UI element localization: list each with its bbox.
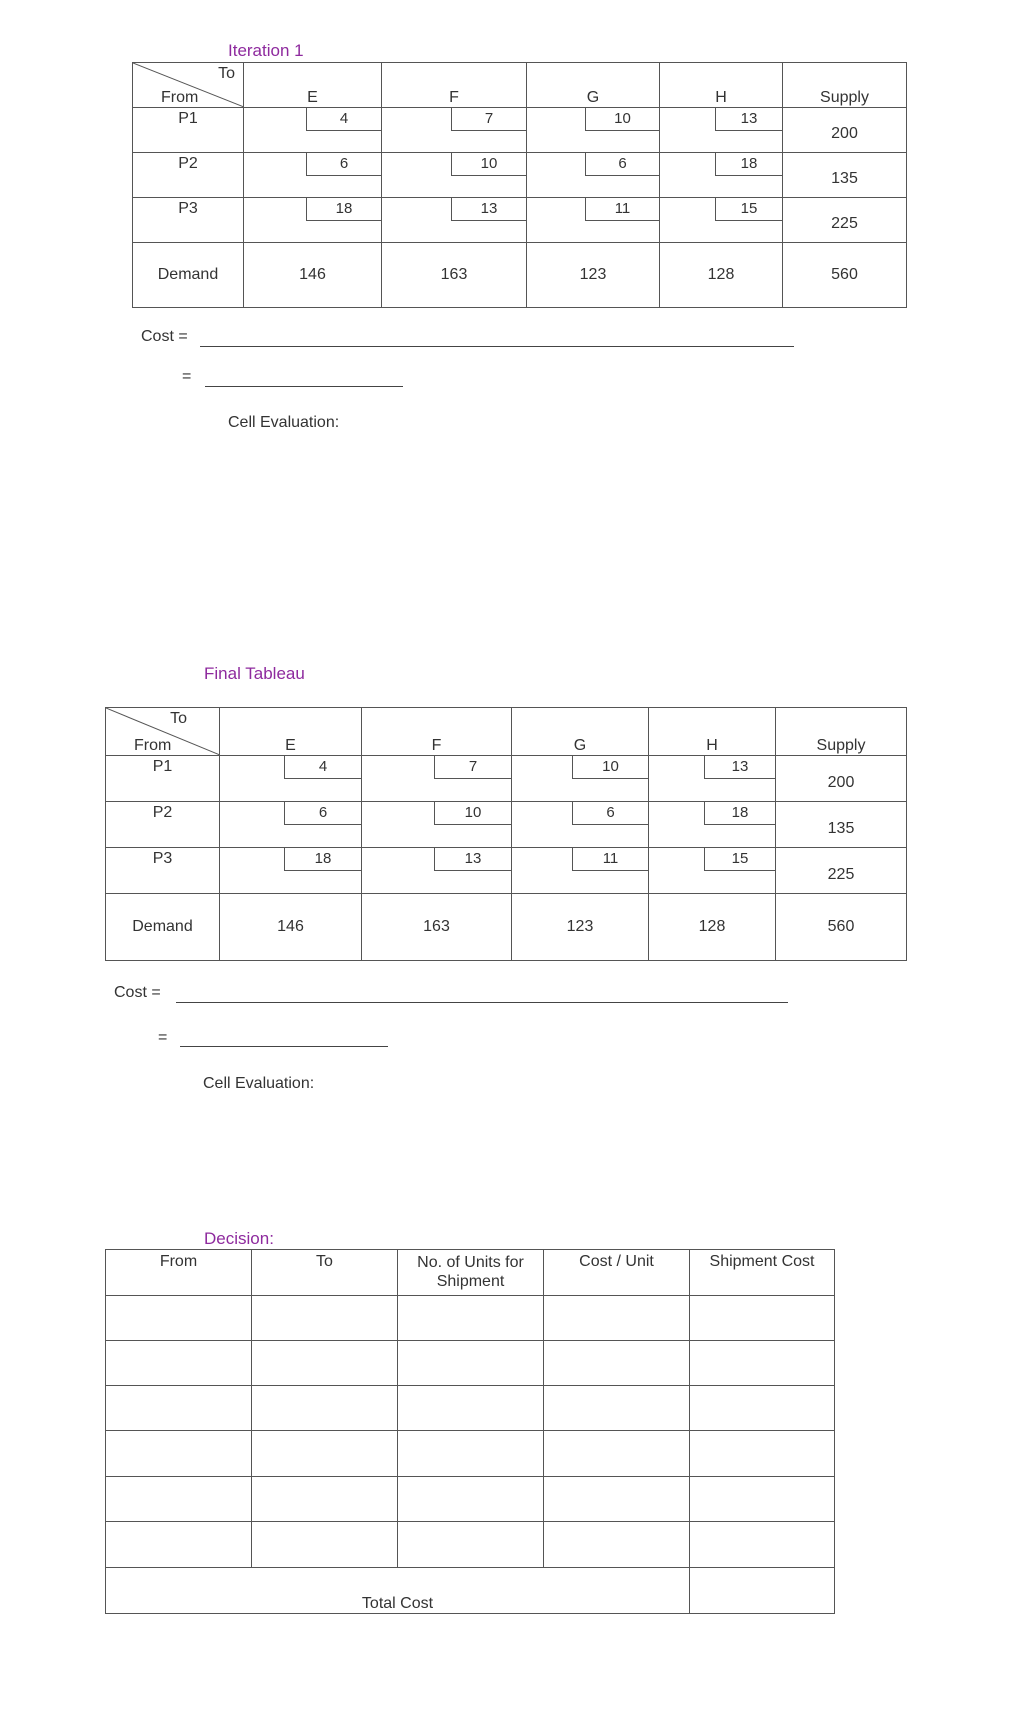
unit-cost-box: 6: [585, 153, 659, 176]
equals-label: =: [158, 1029, 168, 1046]
unit-cost-box: 7: [434, 756, 511, 779]
decision-cell[interactable]: [690, 1522, 835, 1568]
supply-value: 135: [783, 153, 907, 198]
table-row: [106, 1431, 835, 1477]
allocation-cell[interactable]: [382, 198, 527, 243]
decision-cell[interactable]: [398, 1431, 544, 1477]
cell-evaluation-label: Cell Evaluation:: [228, 414, 340, 431]
allocation-cell[interactable]: [512, 848, 649, 894]
supply-header: Supply: [776, 708, 907, 756]
decision-cell[interactable]: [106, 1522, 252, 1568]
allocation-cell[interactable]: [649, 756, 776, 802]
decision-title: Decision:: [204, 1229, 274, 1248]
corner-from-label: From: [134, 737, 172, 754]
column-header: G: [527, 63, 660, 108]
corner-to-label: To: [170, 710, 187, 727]
decision-cell[interactable]: [398, 1296, 544, 1341]
decision-cell[interactable]: [398, 1522, 544, 1568]
allocation-cell[interactable]: [220, 848, 362, 894]
total-value: 560: [783, 243, 907, 308]
supply-value: 225: [783, 198, 907, 243]
total-cost-cell[interactable]: [690, 1568, 835, 1614]
cell-evaluation-label: Cell Evaluation:: [203, 1075, 315, 1092]
unit-cost-box: 15: [704, 848, 775, 871]
decision-cell[interactable]: [252, 1477, 398, 1522]
allocation-cell[interactable]: [382, 108, 527, 153]
unit-cost-box: 13: [715, 108, 782, 131]
decision-cell[interactable]: [544, 1477, 690, 1522]
decision-cell[interactable]: [690, 1296, 835, 1341]
table-row: [133, 153, 907, 198]
allocation-cell[interactable]: [362, 848, 512, 894]
decision-cell[interactable]: [398, 1341, 544, 1386]
corner-from-label: From: [161, 89, 199, 106]
decision-cell[interactable]: [544, 1431, 690, 1477]
row-label: P2: [133, 153, 244, 198]
supply-value: 225: [776, 848, 907, 894]
allocation-cell[interactable]: [512, 756, 649, 802]
table-row: [106, 756, 907, 802]
allocation-cell[interactable]: [382, 153, 527, 198]
table-row: [106, 1341, 835, 1386]
unit-cost-box: 11: [572, 848, 648, 871]
row-label: P1: [133, 108, 244, 153]
row-label: P2: [106, 802, 220, 848]
table-row: [106, 848, 907, 894]
row-label: P3: [133, 198, 244, 243]
demand-value: 146: [244, 243, 382, 308]
decision-cell[interactable]: [690, 1386, 835, 1431]
final-tableau-table: [105, 707, 907, 961]
allocation-cell[interactable]: [649, 802, 776, 848]
table-row: [106, 802, 907, 848]
decision-cell[interactable]: [252, 1296, 398, 1341]
unit-cost-box: 11: [585, 198, 659, 221]
corner-to-label: To: [218, 65, 235, 82]
decision-header-units: No. of Units for Shipment: [398, 1250, 544, 1296]
allocation-cell[interactable]: [244, 108, 382, 153]
iteration1-title: Iteration 1: [228, 41, 304, 60]
decision-cell[interactable]: [690, 1431, 835, 1477]
allocation-cell[interactable]: [362, 802, 512, 848]
supply-value: 135: [776, 802, 907, 848]
allocation-cell[interactable]: [512, 802, 649, 848]
demand-label: Demand: [133, 243, 244, 308]
cost-label: Cost =: [141, 328, 188, 345]
decision-cell[interactable]: [398, 1386, 544, 1431]
cost-total-line[interactable]: [180, 1046, 388, 1047]
column-header: E: [220, 708, 362, 756]
decision-cell[interactable]: [252, 1386, 398, 1431]
allocation-cell[interactable]: [244, 198, 382, 243]
corner-header: [106, 708, 220, 756]
unit-cost-box: 4: [306, 108, 381, 131]
unit-cost-box: 10: [434, 802, 511, 825]
allocation-cell[interactable]: [527, 198, 660, 243]
table-row: [106, 1522, 835, 1568]
demand-row: [133, 243, 907, 308]
unit-cost-box: 6: [284, 802, 361, 825]
table-row: [106, 1386, 835, 1431]
allocation-cell[interactable]: [527, 108, 660, 153]
decision-header-from: From: [106, 1250, 252, 1296]
column-header: G: [512, 708, 649, 756]
allocation-cell[interactable]: [527, 153, 660, 198]
table-row: [106, 1296, 835, 1341]
unit-cost-box: 18: [715, 153, 782, 176]
demand-value: 146: [220, 894, 362, 961]
decision-cell[interactable]: [106, 1296, 252, 1341]
allocation-cell[interactable]: [660, 198, 783, 243]
table-row: [133, 198, 907, 243]
decision-cell[interactable]: [252, 1431, 398, 1477]
allocation-cell[interactable]: [220, 756, 362, 802]
allocation-cell[interactable]: [244, 153, 382, 198]
unit-cost-box: 18: [284, 848, 361, 871]
decision-table: [105, 1249, 835, 1614]
cost-total-line[interactable]: [205, 386, 403, 387]
supply-value: 200: [776, 756, 907, 802]
decision-cell[interactable]: [690, 1341, 835, 1386]
cost-label: Cost =: [114, 984, 161, 1001]
unit-cost-box: 13: [434, 848, 511, 871]
allocation-cell[interactable]: [220, 802, 362, 848]
allocation-cell[interactable]: [660, 153, 783, 198]
decision-cell[interactable]: [106, 1386, 252, 1431]
table-row: [106, 1477, 835, 1522]
decision-cell[interactable]: [106, 1341, 252, 1386]
equals-label: =: [182, 368, 192, 385]
allocation-cell[interactable]: [660, 108, 783, 153]
demand-value: 123: [527, 243, 660, 308]
unit-cost-box: 7: [451, 108, 526, 131]
decision-cell[interactable]: [106, 1477, 252, 1522]
unit-cost-box: 6: [306, 153, 381, 176]
unit-cost-box: 15: [715, 198, 782, 221]
decision-cell[interactable]: [106, 1431, 252, 1477]
row-label: P1: [106, 756, 220, 802]
decision-cell[interactable]: [544, 1296, 690, 1341]
allocation-cell[interactable]: [649, 848, 776, 894]
final-tableau-title: Final Tableau: [204, 664, 305, 683]
decision-cell[interactable]: [544, 1386, 690, 1431]
decision-cell[interactable]: [544, 1341, 690, 1386]
decision-header-cost-unit: Cost / Unit: [544, 1250, 690, 1296]
column-header: E: [244, 63, 382, 108]
column-header: F: [382, 63, 527, 108]
cost-answer-line[interactable]: [200, 346, 794, 347]
iteration1-table: [132, 62, 907, 308]
unit-cost-box: 18: [704, 802, 775, 825]
decision-header-shipment-cost: Shipment Cost: [690, 1250, 835, 1296]
unit-cost-box: 18: [306, 198, 381, 221]
unit-cost-box: 10: [572, 756, 648, 779]
demand-label: Demand: [106, 894, 220, 961]
demand-value: 123: [512, 894, 649, 961]
decision-cell[interactable]: [544, 1522, 690, 1568]
decision-cell[interactable]: [252, 1341, 398, 1386]
decision-cell[interactable]: [398, 1477, 544, 1522]
supply-header: Supply: [783, 63, 907, 108]
unit-cost-box: 13: [704, 756, 775, 779]
decision-cell[interactable]: [690, 1477, 835, 1522]
corner-header: [133, 63, 244, 108]
unit-cost-box: 13: [451, 198, 526, 221]
row-label: P3: [106, 848, 220, 894]
total-value: 560: [776, 894, 907, 961]
column-header: H: [660, 63, 783, 108]
demand-value: 163: [362, 894, 512, 961]
decision-cell[interactable]: [252, 1522, 398, 1568]
demand-row: [106, 894, 907, 961]
demand-value: 128: [660, 243, 783, 308]
total-row: [106, 1568, 835, 1614]
unit-cost-box: 10: [451, 153, 526, 176]
table-row: [133, 108, 907, 153]
total-cost-label: Total Cost: [106, 1568, 690, 1614]
column-header: H: [649, 708, 776, 756]
demand-value: 163: [382, 243, 527, 308]
column-header: F: [362, 708, 512, 756]
decision-header-to: To: [252, 1250, 398, 1296]
allocation-cell[interactable]: [362, 756, 512, 802]
unit-cost-box: 10: [585, 108, 659, 131]
supply-value: 200: [783, 108, 907, 153]
demand-value: 128: [649, 894, 776, 961]
cost-answer-line[interactable]: [176, 1002, 788, 1003]
unit-cost-box: 4: [284, 756, 361, 779]
unit-cost-box: 6: [572, 802, 648, 825]
